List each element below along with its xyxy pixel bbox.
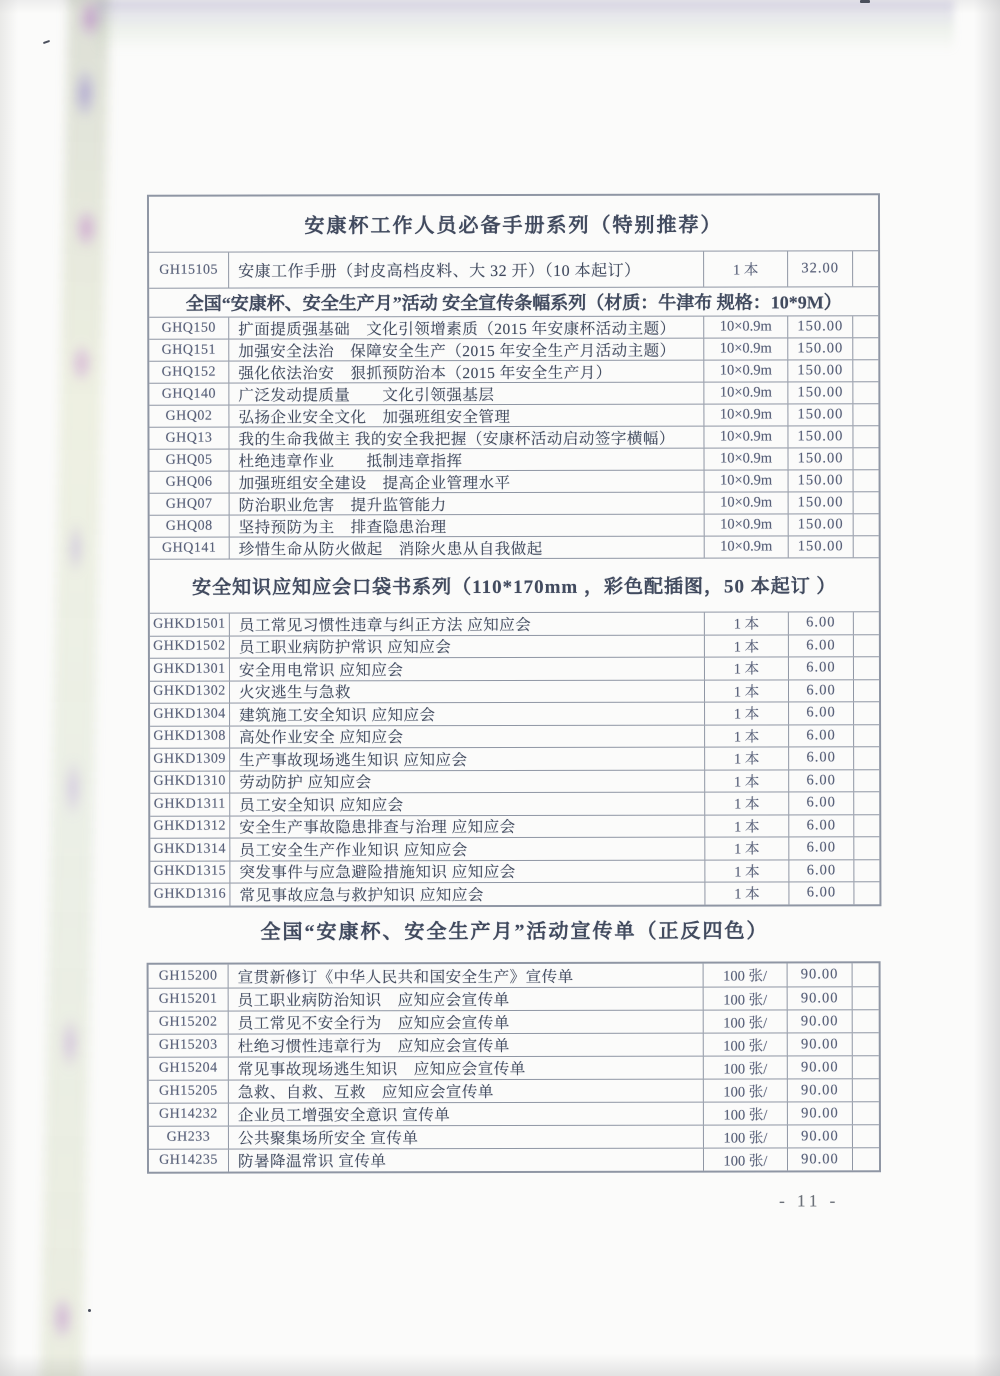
price-cell: 150.00 <box>788 360 853 381</box>
price-cell: 90.00 <box>788 1010 853 1032</box>
product-description-cell: 急救、自救、互救 应知应会宣传单 <box>229 1080 704 1103</box>
table-row <box>150 491 879 515</box>
unit-spec-cell: 10×0.9m <box>705 470 789 491</box>
table-row <box>149 403 878 427</box>
table-row <box>149 1101 879 1126</box>
table-row <box>150 814 879 838</box>
order-quantity-cell <box>853 251 878 286</box>
table-row <box>150 679 879 703</box>
unit-spec-cell: 1 本 <box>705 882 789 904</box>
product-description-cell: 员工常见不安全行为 应知应会宣传单 <box>229 1011 704 1034</box>
product-description-cell: 安全用电常识 应知应会 <box>230 658 705 680</box>
price-cell: 150.00 <box>788 426 853 447</box>
product-code-cell: GHQ08 <box>150 516 230 537</box>
handbook-series-title: 安康杯工作人员必备手册系列（特别推荐） <box>304 214 723 238</box>
table-row <box>150 611 879 635</box>
price-cell: 6.00 <box>789 725 854 747</box>
product-description-cell: 扩面提质强基础 文化引领增素质（2015 年安康杯活动主题） <box>229 317 704 339</box>
price-cell: 6.00 <box>789 837 854 859</box>
product-code-cell: GHQ06 <box>150 472 230 493</box>
price-cell: 150.00 <box>789 536 854 557</box>
product-code-cell: GH15201 <box>149 989 229 1011</box>
banner-series-header: 全国“安康杯、安全生产月”活动 安全宣传条幅系列（材质：牛津布 规格：10*9M） <box>149 286 878 317</box>
unit-spec-cell: 100 张/ <box>704 1125 788 1147</box>
product-description-cell: 火灾逃生与急救 <box>230 680 705 702</box>
product-description-cell: 常见事故应急与救护知识 应知应会 <box>230 883 705 905</box>
product-code-cell: GHQ140 <box>149 384 229 405</box>
order-quantity-cell <box>853 448 878 469</box>
product-description-cell: 劳动防护 应知应会 <box>230 770 705 792</box>
product-description-cell: 高处作业安全 应知应会 <box>230 725 705 747</box>
product-description-cell: 杜绝违章作业 抵制违章指挥 <box>230 449 705 471</box>
product-description-cell: 宣贯新修订《中华人民共和国安全生产》宣传单 <box>229 964 704 988</box>
unit-spec-cell: 10×0.9m <box>704 404 788 425</box>
product-code-cell: GHKD1308 <box>150 726 230 748</box>
product-code-cell: GHKD1501 <box>150 614 230 636</box>
price-cell: 150.00 <box>789 492 854 513</box>
price-cell: 150.00 <box>788 448 853 469</box>
unit-spec-cell: 1 本 <box>705 860 789 882</box>
product-code-cell: GHQ13 <box>149 428 229 449</box>
price-cell: 90.00 <box>788 1033 853 1055</box>
pocketbook-rows <box>150 611 880 905</box>
product-description-cell: 弘扬企业安全文化 加强班组安全管理 <box>229 405 704 427</box>
price-cell: 150.00 <box>788 404 853 425</box>
main-price-table <box>147 193 881 907</box>
price-cell: 6.00 <box>789 702 854 724</box>
product-code-cell: GH15205 <box>149 1081 229 1103</box>
table-row <box>150 836 879 860</box>
unit-spec-cell: 10×0.9m <box>704 382 788 403</box>
order-quantity-cell <box>853 316 878 337</box>
unit-spec-cell: 100 张/ <box>704 1148 788 1170</box>
product-code-cell: GHKD1304 <box>150 704 230 726</box>
flyer-price-table <box>147 961 881 1174</box>
unit-spec-cell: 100 张/ <box>704 1079 788 1101</box>
table-row <box>149 359 878 383</box>
product-code-cell: GHKD1311 <box>150 794 230 816</box>
order-quantity-cell <box>854 657 879 679</box>
table-row <box>149 1055 879 1080</box>
product-code-cell: GH15202 <box>149 1012 229 1034</box>
table-row <box>149 963 879 988</box>
product-code-cell: GHKD1502 <box>150 636 230 658</box>
table-row <box>149 1147 879 1172</box>
unit-spec-cell: 1 本 <box>705 657 789 679</box>
unit-spec-cell: 10×0.9m <box>704 338 788 359</box>
product-code-cell: GHKD1312 <box>150 816 230 838</box>
unit-spec-cell: 1 本 <box>705 770 789 792</box>
pocketbook-series-header: 安全知识应知应会口袋书系列（110*170mm ，彩色配插图，50 本起订 ） <box>150 557 879 613</box>
table-row <box>150 634 879 658</box>
price-cell: 90.00 <box>788 987 853 1009</box>
price-cell: 150.00 <box>789 470 854 491</box>
unit-spec-cell: 1 本 <box>704 251 788 286</box>
order-quantity-cell <box>853 963 879 986</box>
unit-spec-cell: 10×0.9m <box>705 536 789 557</box>
order-quantity-cell <box>853 338 878 359</box>
product-description-cell: 广泛发动提质量 文化引领强基层 <box>229 383 704 405</box>
product-code-cell: GHQ02 <box>149 406 229 427</box>
unit-spec-cell: 1 本 <box>705 747 789 769</box>
table-row <box>150 535 879 559</box>
table-row <box>150 769 879 793</box>
price-cell: 6.00 <box>789 792 854 814</box>
table-row <box>150 469 879 493</box>
unit-spec-cell: 10×0.9m <box>704 316 788 337</box>
table-row <box>150 724 879 748</box>
table-row <box>149 315 878 339</box>
product-description-cell: 加强班组安全建设 提高企业管理水平 <box>230 471 705 493</box>
table-row <box>149 381 878 405</box>
product-description-cell: 防治职业危害 提升监管能力 <box>230 493 705 515</box>
product-description-cell: 安康工作手册（封皮高档皮料、大 32 开）（10 本起订） <box>229 252 704 288</box>
order-quantity-cell <box>853 382 878 403</box>
product-description-cell: 坚持预防为主 排查隐患治理 <box>230 515 705 537</box>
table-row <box>149 1124 879 1149</box>
order-quantity-cell <box>854 725 879 747</box>
order-quantity-cell <box>854 860 879 882</box>
unit-spec-cell: 100 张/ <box>704 963 788 986</box>
unit-spec-cell: 10×0.9m <box>704 426 788 447</box>
product-description-cell: 强化依法治安 狠抓预防治本（2015 年安全生产月） <box>229 361 704 383</box>
order-quantity-cell <box>854 470 879 491</box>
price-cell: 90.00 <box>788 1056 853 1078</box>
price-cell: 150.00 <box>788 338 853 359</box>
price-cell: 90.00 <box>788 1125 853 1147</box>
order-quantity-cell <box>854 635 879 657</box>
product-description-cell: 员工职业病防治知识 应知应会宣传单 <box>229 988 704 1011</box>
product-code-cell: GH15204 <box>149 1058 229 1080</box>
price-cell: 6.00 <box>789 815 854 837</box>
price-cell: 6.00 <box>789 635 854 657</box>
price-cell: 150.00 <box>788 316 853 337</box>
table-row <box>149 447 878 471</box>
order-quantity-cell <box>853 1125 879 1147</box>
product-code-cell: GH15203 <box>149 1035 229 1057</box>
product-code-cell: GHKD1301 <box>150 659 230 681</box>
order-quantity-cell <box>853 1079 879 1101</box>
product-code-cell: GH233 <box>149 1127 229 1149</box>
product-description-cell: 杜绝习惯性违章行为 应知应会宣传单 <box>229 1034 704 1057</box>
unit-spec-cell: 100 张/ <box>704 1010 788 1032</box>
product-code-cell: GHQ05 <box>150 450 230 471</box>
order-quantity-cell <box>854 792 879 814</box>
unit-spec-cell: 100 张/ <box>704 1102 788 1124</box>
order-quantity-cell <box>853 1010 879 1032</box>
price-cell: 6.00 <box>789 747 854 769</box>
unit-spec-cell: 100 张/ <box>704 987 788 1009</box>
order-quantity-cell <box>854 536 879 557</box>
unit-spec-cell: 1 本 <box>705 725 789 747</box>
product-description-cell: 加强安全法治 保障安全生产（2015 年安全生产月活动主题） <box>229 339 704 361</box>
order-quantity-cell <box>853 1148 879 1170</box>
table-row <box>149 425 878 449</box>
product-code-cell: GHKD1310 <box>150 771 230 793</box>
table-row <box>150 881 879 905</box>
product-description-cell: 生产事故现场逃生知识 应知应会 <box>230 748 705 770</box>
unit-spec-cell: 1 本 <box>705 837 789 859</box>
product-code-cell: GHQ151 <box>149 340 229 361</box>
product-description-cell: 企业员工增强安全意识 宣传单 <box>229 1103 704 1126</box>
order-quantity-cell <box>854 837 879 859</box>
page-number: - 11 - <box>779 1191 840 1211</box>
order-quantity-cell <box>853 1033 879 1055</box>
product-code-cell: GHKD1316 <box>150 884 230 906</box>
order-quantity-cell <box>854 747 879 769</box>
table-row <box>150 656 879 680</box>
price-cell: 90.00 <box>788 1079 853 1101</box>
product-description-cell: 突发事件与应急避险措施知识 应知应会 <box>230 860 705 882</box>
product-description-cell: 我的生命我做主 我的安全我把握（安康杯活动启动签字横幅） <box>229 427 704 449</box>
unit-spec-cell: 1 本 <box>705 635 789 657</box>
table-row <box>150 513 879 537</box>
order-quantity-cell <box>853 1056 879 1078</box>
product-description-cell: 员工安全知识 应知应会 <box>230 793 705 815</box>
price-cell: 90.00 <box>788 1148 853 1170</box>
product-description-cell: 员工安全生产作业知识 应知应会 <box>230 838 705 860</box>
order-quantity-cell <box>854 702 879 724</box>
product-code-cell: GH14235 <box>149 1150 229 1172</box>
price-cell: 90.00 <box>788 1102 853 1124</box>
product-description-cell: 建筑施工安全知识 应知应会 <box>230 703 705 725</box>
table-row <box>149 1078 879 1103</box>
order-quantity-cell <box>854 680 879 702</box>
product-description-cell: 防暑降温常识 宣传单 <box>229 1149 704 1172</box>
product-code-cell: GHKD1302 <box>150 681 230 703</box>
order-quantity-cell <box>854 492 879 513</box>
order-quantity-cell <box>853 426 878 447</box>
product-code-cell: GHQ07 <box>150 494 230 515</box>
order-quantity-cell <box>854 514 879 535</box>
price-cell: 6.00 <box>789 680 854 702</box>
unit-spec-cell: 100 张/ <box>704 1056 788 1078</box>
price-cell: 6.00 <box>789 882 854 904</box>
product-description-cell: 常见事故现场逃生知识 应知应会宣传单 <box>229 1057 704 1080</box>
unit-spec-cell: 10×0.9m <box>705 492 789 513</box>
order-quantity-cell <box>853 404 878 425</box>
table-row <box>150 701 879 725</box>
unit-spec-cell: 1 本 <box>705 612 789 634</box>
price-cell: 90.00 <box>788 963 853 986</box>
unit-spec-cell: 10×0.9m <box>704 448 788 469</box>
table-row <box>150 791 879 815</box>
table-row <box>150 746 879 770</box>
table-row <box>150 859 879 883</box>
table-row <box>149 337 878 361</box>
unit-spec-cell: 1 本 <box>705 680 789 702</box>
handbook-rows <box>149 250 878 288</box>
flyer-series-heading: 全国“安康杯、安全生产月”活动宣传单（正反四色） <box>260 920 769 944</box>
product-code-cell: GH15200 <box>149 965 229 988</box>
product-code-cell: GHKD1314 <box>150 839 230 861</box>
product-code-cell: GHQ150 <box>149 318 229 339</box>
price-cell: 6.00 <box>789 612 854 634</box>
unit-spec-cell: 10×0.9m <box>704 360 788 381</box>
table-row <box>149 250 878 288</box>
unit-spec-cell: 10×0.9m <box>705 514 789 535</box>
product-description-cell: 安全生产事故隐患排查与治理 应知应会 <box>230 815 705 837</box>
unit-spec-cell: 1 本 <box>705 792 789 814</box>
table-row <box>149 986 879 1011</box>
order-quantity-cell <box>853 987 879 1009</box>
price-cell: 6.00 <box>789 860 854 882</box>
order-quantity-cell <box>854 815 879 837</box>
order-quantity-cell <box>854 612 879 634</box>
product-code-cell: GH14232 <box>149 1104 229 1126</box>
order-quantity-cell <box>853 360 878 381</box>
table-row <box>149 1009 879 1034</box>
price-cell: 32.00 <box>788 251 853 286</box>
table-row <box>149 1032 879 1057</box>
unit-spec-cell: 1 本 <box>705 702 789 724</box>
price-cell: 6.00 <box>789 657 854 679</box>
product-description-cell: 珍惜生命从防火做起 消除火患从自我做起 <box>230 537 705 559</box>
product-code-cell: GHKD1315 <box>150 861 230 883</box>
order-quantity-cell <box>854 882 879 904</box>
product-description-cell: 员工常见习惯性违章与纠正方法 应知应会 <box>230 613 705 635</box>
product-description-cell: 公共聚集场所安全 宣传单 <box>229 1126 704 1149</box>
unit-spec-cell: 1 本 <box>705 815 789 837</box>
product-description-cell: 员工职业病防护常识 应知应会 <box>230 635 705 657</box>
price-cell: 150.00 <box>788 382 853 403</box>
banner-rows <box>149 315 879 559</box>
product-code-cell: GH15105 <box>149 253 229 288</box>
product-code-cell: GHQ152 <box>149 362 229 383</box>
product-code-cell: GHKD1309 <box>150 749 230 771</box>
price-cell: 150.00 <box>789 514 854 535</box>
order-quantity-cell <box>854 770 879 792</box>
product-code-cell: GHQ141 <box>150 538 230 559</box>
order-quantity-cell <box>853 1102 879 1124</box>
unit-spec-cell: 100 张/ <box>704 1033 788 1055</box>
price-cell: 6.00 <box>789 770 854 792</box>
